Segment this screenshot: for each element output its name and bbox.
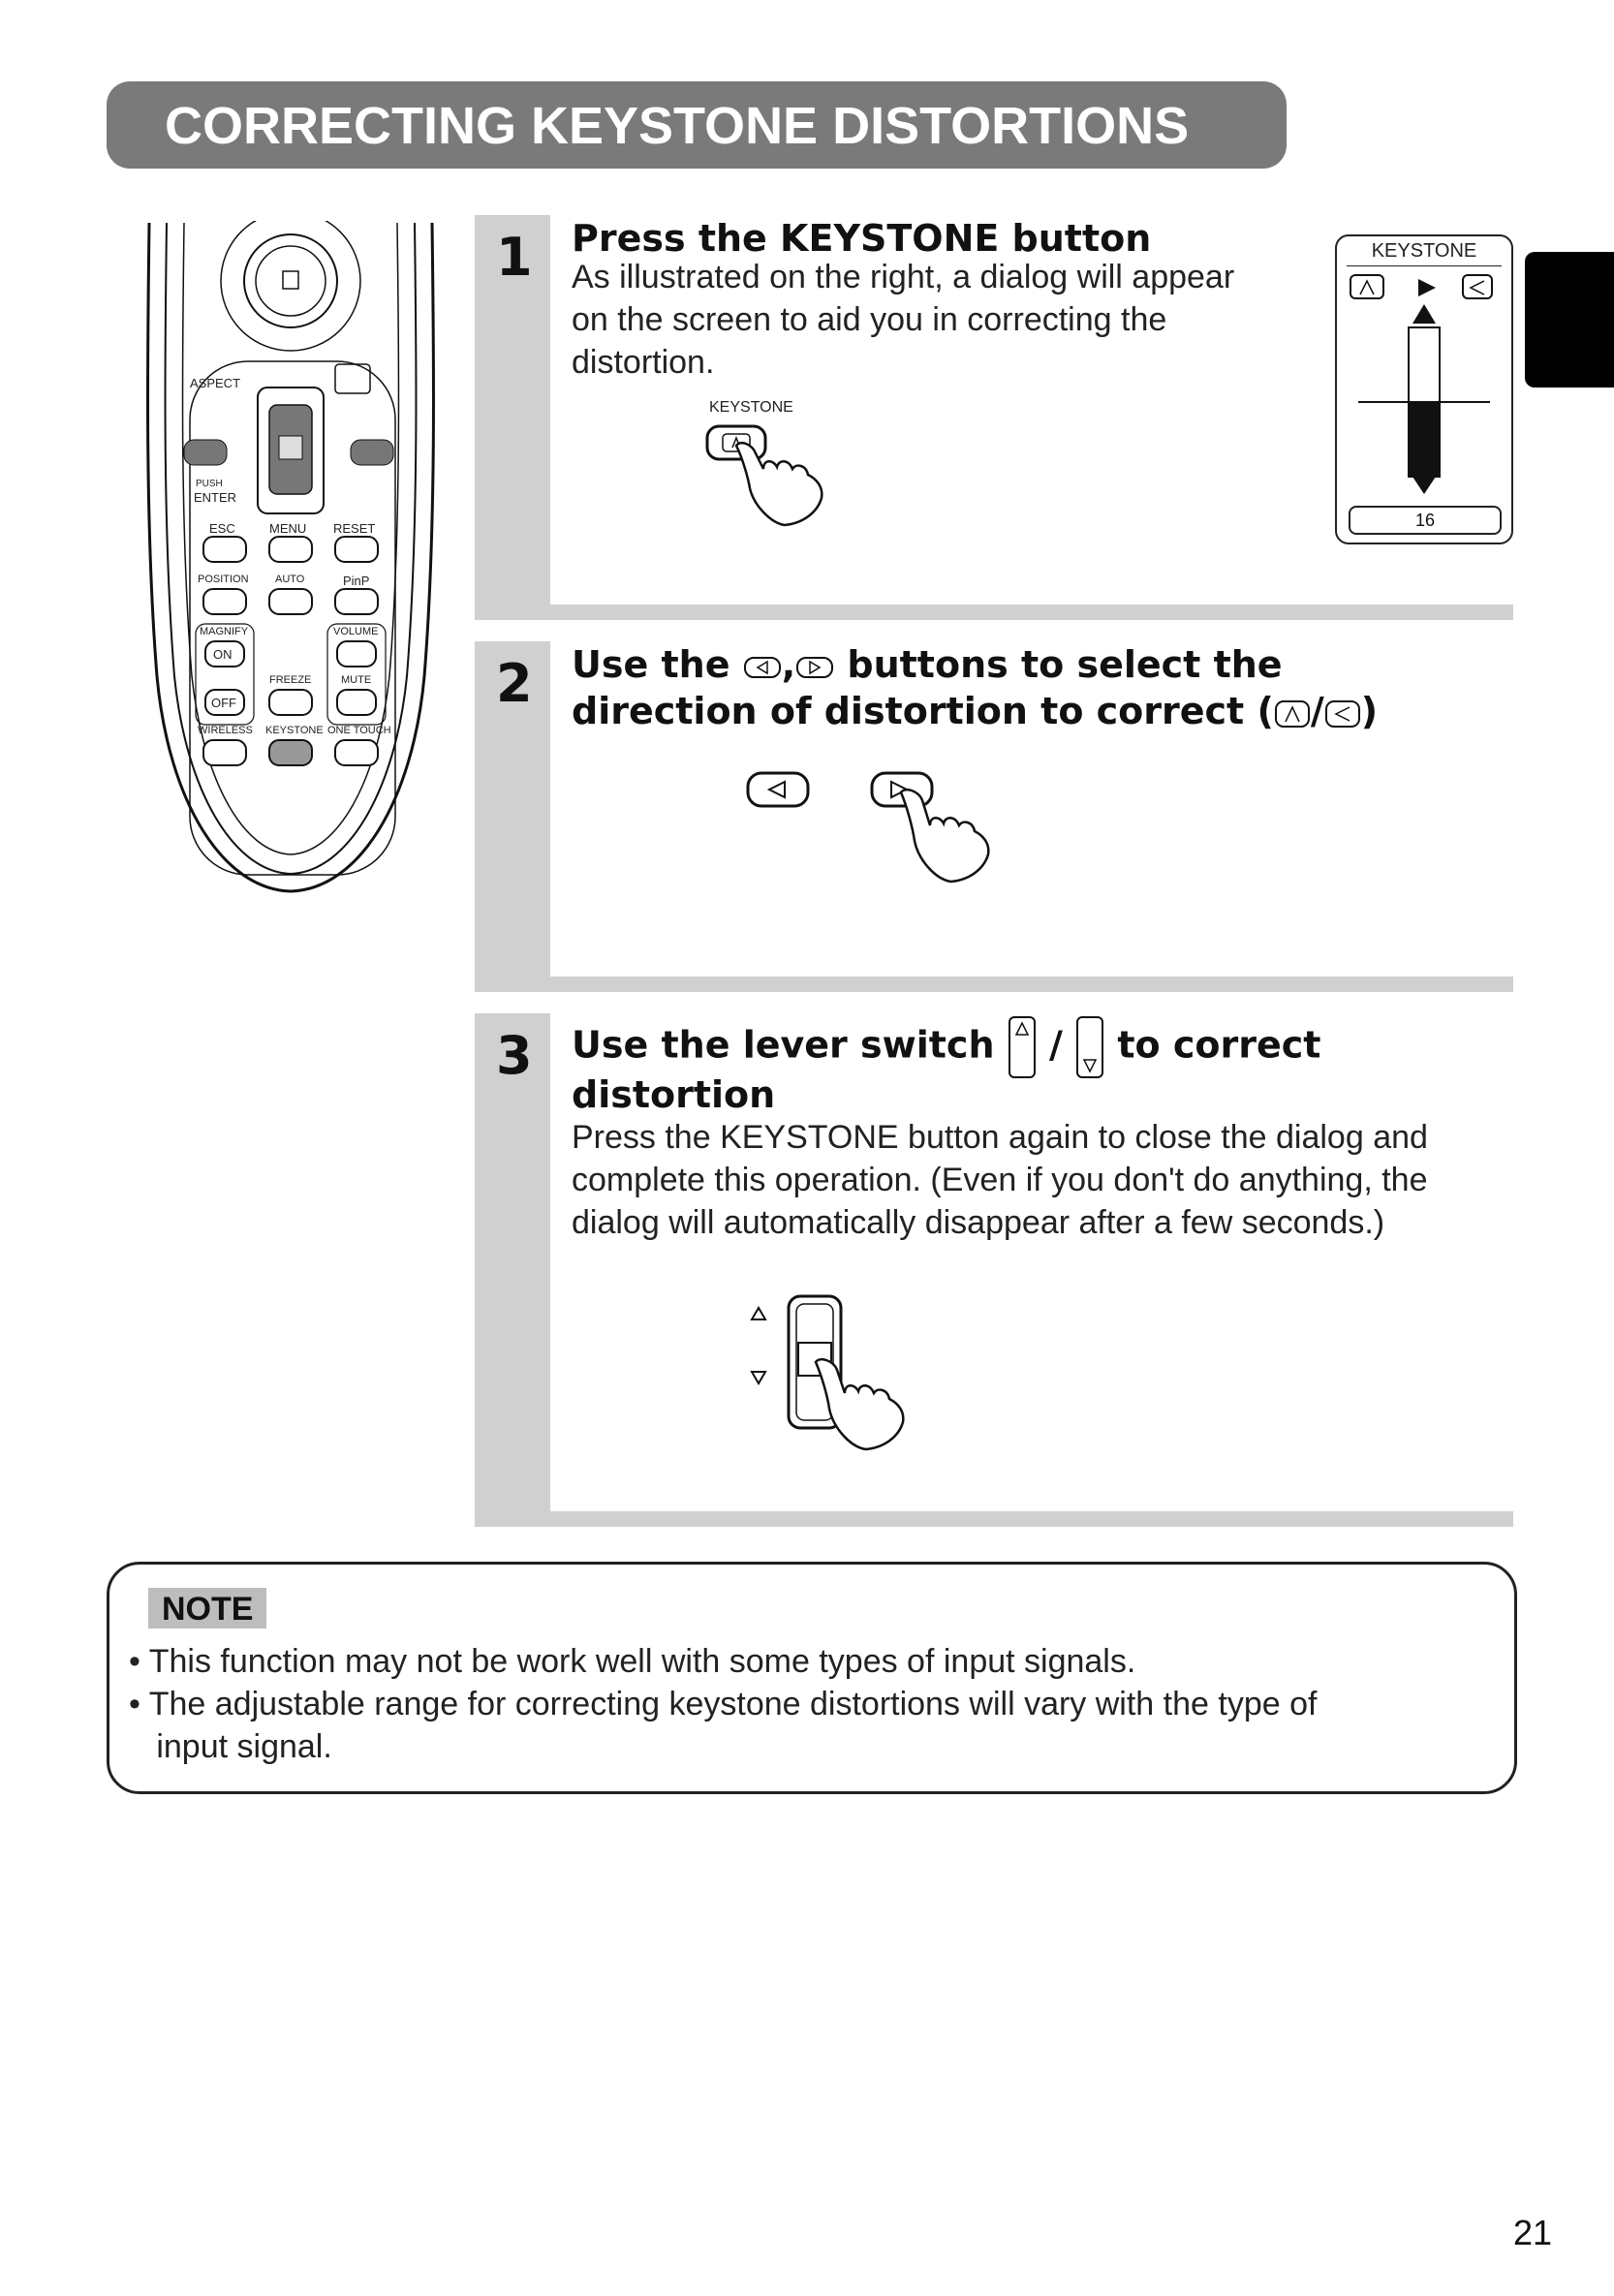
- note-item: • This function may not be work well with some types of input signals.: [129, 1643, 1136, 1680]
- keystone-button-hand-icon: [703, 419, 829, 535]
- remote-outline-icon: [145, 221, 436, 899]
- left-right-buttons-hand-icon: [746, 771, 1017, 907]
- remote-reset-label: RESET: [333, 521, 376, 536]
- step-3-body: Press the KEYSTONE button again to close the dialog and complete this operation. (Even if you don't do anything, the dialog will automatically disappear after a few seconds.): [572, 1119, 1428, 1241]
- step-1-body: As illustrated on the right, a dialog will appear on the screen to aid you in correcting the distortion.: [572, 259, 1235, 381]
- keystone-direction-icons: [1349, 273, 1500, 302]
- keystone-dialog-title: KEYSTONE: [1371, 240, 1477, 262]
- remote-volume-label: VOLUME: [333, 626, 379, 637]
- keystone-button-label: KEYSTONE: [709, 399, 793, 416]
- remote-esc-label: ESC: [209, 521, 235, 536]
- left-button-icon: [743, 655, 782, 680]
- step-3-number: 3: [496, 1025, 533, 1086]
- note-item: input signal.: [129, 1728, 332, 1765]
- right-button-icon: [795, 655, 834, 680]
- lever-down-icon: [1075, 1015, 1104, 1079]
- remote-auto-label: AUTO: [275, 574, 305, 585]
- step-3-panel: [475, 1013, 1513, 1527]
- keystone-dialog-value: 16: [1349, 506, 1502, 535]
- remote-position-label: POSITION: [198, 574, 249, 585]
- remote-magnify-label: MAGNIFY: [200, 626, 249, 637]
- title-banner: [107, 81, 1287, 169]
- remote-on-label: ON: [213, 647, 233, 662]
- remote-pinp-label: PinP: [343, 574, 370, 588]
- note-item: • The adjustable range for correcting keystone distortions will vary with the type of: [129, 1686, 1318, 1722]
- step-1-number: 1: [496, 227, 533, 288]
- remote-control-illustration: [145, 221, 436, 899]
- remote-wireless-label: WIRELESS: [198, 725, 253, 736]
- note-label: NOTE: [148, 1588, 266, 1629]
- keystone-dialog: [1335, 234, 1513, 544]
- lever-up-icon: [1008, 1015, 1037, 1079]
- remote-keystone-label: KEYSTONE: [265, 725, 324, 736]
- horizontal-keystone-icon: [1324, 699, 1361, 729]
- remote-off-label: OFF: [211, 696, 236, 710]
- step-1-panel: [475, 215, 1513, 620]
- keystone-level-fill: [1409, 402, 1440, 477]
- step-2-title-line2: direction of distortion to correct ( / ): [572, 690, 1379, 732]
- keystone-level-gauge: [1337, 302, 1511, 496]
- page-number: 21: [1513, 2213, 1553, 2252]
- remote-aspect-label: ASPECT: [190, 376, 241, 390]
- step-1-title: Press the KEYSTONE button: [572, 217, 1152, 260]
- remote-push-label: PUSH: [196, 479, 223, 489]
- remote-mute-label: MUTE: [341, 674, 372, 686]
- vertical-keystone-icon: [1274, 699, 1311, 729]
- side-tab: [1525, 252, 1614, 388]
- remote-one-touch-label: ONE TOUCH: [327, 725, 391, 736]
- step-3-title-line1: Use the lever switch / to correct: [572, 1015, 1320, 1079]
- remote-freeze-label: FREEZE: [269, 674, 312, 686]
- step-2-title-line1: Use the , buttons to select the: [572, 643, 1283, 686]
- step-3-title-line2: distortion: [572, 1073, 776, 1116]
- step-2-number: 2: [496, 653, 533, 714]
- note-box: [107, 1562, 1517, 1794]
- page-title: CORRECTING KEYSTONE DISTORTIONS: [165, 97, 1190, 155]
- lever-switch-hand-icon: [748, 1294, 942, 1488]
- remote-menu-label: MENU: [269, 521, 307, 536]
- remote-enter-label: ENTER: [194, 490, 237, 505]
- step-2-panel: [475, 641, 1513, 992]
